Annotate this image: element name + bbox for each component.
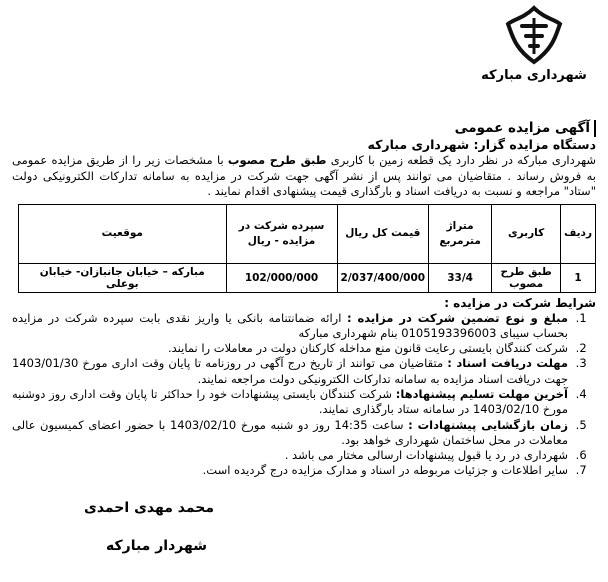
intro-text-1: شهرداری مبارکه در نظر دارد یک قطعه زمین با کاربری <box>330 153 597 167</box>
notice-title: آگهی مزایده عمومی <box>12 120 596 137</box>
signature-position: شهردار مبارکه <box>106 538 207 554</box>
col-location: موقعیت <box>19 204 227 263</box>
cell-area: 33/4 <box>429 263 492 292</box>
table-header-row <box>19 204 596 263</box>
notice-document <box>12 120 596 479</box>
condition-text: شهرداری در رد یا قبول پیشنهادات ارسالی مختار می باشد . <box>284 448 568 463</box>
intro-text-2: با مشخصات زیر را از طریق مزایده عمومی به فروش رساند . متقاضیان می توانند پس از نشر آگهی جهت شرکت در مزایده به سامانه تدارکات الکترونیکی دولت "ستاد" مراجعه و نسبت به دریافت اسناد و بارگذاری قیمت پیشنهادی اقدام نمایند . <box>12 153 596 198</box>
col-area: متراژ مترمربع <box>429 204 492 263</box>
condition-bold: آخرین مهلت تسلیم پیشنهادها: <box>395 386 568 401</box>
conditions-title: شرایط شرکت در مزایده : <box>444 295 596 310</box>
cell-usage: طبق طرح مصوب <box>492 263 561 292</box>
col-deposit: سپرده شرکت در مزایده - ریال <box>226 204 337 263</box>
cell-location: مبارکه – خیابان جانبازان- خیابان بوعلی <box>19 263 227 292</box>
col-base-price: قیمت کل ریال <box>337 204 429 263</box>
logo-text: شهرداری مبارکه <box>481 68 587 83</box>
mobarakeh-municipality-emblem-icon <box>504 4 564 66</box>
condition-text: ارائه ضمانتنامه بانکی یا واریز نقدی بابت سپرده شرکت در مزایده بحساب سیبای 0105193396003 بنام شهرداری مبارکه <box>12 310 568 340</box>
condition-bold: مهلت دریافت اسناد : <box>447 356 569 371</box>
col-row: ردیف <box>561 204 596 263</box>
signature-name: محمد مهدی احمدی <box>84 500 214 516</box>
table-row <box>19 263 596 292</box>
condition-item <box>12 341 572 356</box>
condition-item <box>12 448 572 463</box>
condition-text: ساعت 14:35 روز دو شنبه مورخ 1403/02/10 با حضور اعضای کمیسیون عالی معاملات در محل ساختمان شهرداری خواهد بود. <box>12 417 568 447</box>
organizer-line <box>12 137 596 153</box>
condition-text: متقاضیان می توانند از تاریخ درج آگهی در روزنامه تا پایان وقت اداری مورخ 1403/01/30 جهت دریافت اسناد مزایده به سامانه تدارکات الکترونیکی دولت مراجعه نمایند. <box>12 356 568 386</box>
condition-text: شرکت کنندگان بایستی پیشنهادات خود را حداکثر تا پایان وقت اداری روز دوشنبه مورخ 1403/02/10 در سامانه ستاد بارگذاری نمایند. <box>12 386 568 417</box>
organizer-label: دستگاه مزایده گزار: <box>473 137 596 152</box>
condition-item <box>12 311 572 342</box>
header-logo <box>470 4 598 96</box>
condition-bold: زمان بازگشایی پیشنهادات : <box>408 417 569 432</box>
condition-item <box>12 418 572 449</box>
condition-text: شرکت کنندگان بایستی رعایت قانون منع مداخله کارکنان دولت در معاملات را نمایند. <box>167 341 568 356</box>
condition-item <box>12 463 572 478</box>
condition-item <box>12 387 572 418</box>
condition-text: سایر اطلاعات و جزئیات مربوطه در اسناد و مدارک مزایده درج گردیده است. <box>202 463 568 478</box>
cell-row: 1 <box>561 263 596 292</box>
cell-base-price: 2/037/400/000 <box>337 263 429 292</box>
col-usage: کاربری <box>492 204 561 263</box>
intro-usage-bold: طبق طرح مصوب <box>227 153 327 167</box>
conditions-list <box>12 311 596 479</box>
condition-item <box>12 356 572 387</box>
cell-deposit: 102/000/000 <box>226 263 337 292</box>
condition-bold: مبلغ و نوع تضمین شرکت در مزایده : <box>346 310 568 325</box>
auction-table <box>18 204 596 293</box>
organizer-name: شهرداری مبارکه <box>367 137 470 152</box>
intro-paragraph <box>12 153 596 200</box>
